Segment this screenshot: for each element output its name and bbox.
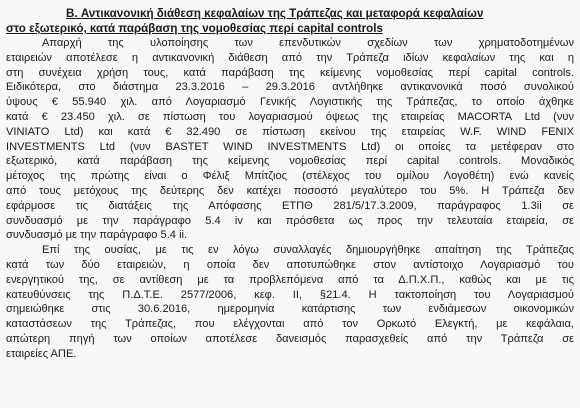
paragraph-1 bbox=[6, 36, 574, 243]
paragraph-line: κατά € 23.450 χιλ. σε πίστωση του λογαριασμού όψεως της εταιρείας MACORTA Ltd (νυν bbox=[6, 110, 574, 123]
paragraph-line: ύψους € 55.940 χιλ. από Λογαριασμό Γενικής Λογιστικής της Τράπεζας, το οποίο άχθηκε bbox=[6, 96, 574, 109]
section-heading-line-2: στο εξωτερικό, κατά παράβαση της νομοθεσίας περί capital controls bbox=[6, 22, 383, 35]
paragraph-line: ενεργητικού της, σε αντίθεση με τα προβλεπόμενα από τα Δ.Π.Χ.Π., καθώς και με τις bbox=[6, 273, 574, 286]
paragraph-line: εξωτερικό, κατά παράβαση της κείμενης νομοθεσίας περί capital controls. Μοναδικός bbox=[6, 155, 574, 168]
paragraph-line: Απαρχή της υλοποίησης των επενδυτικών σχεδίων των χρηματοδοτημένων bbox=[42, 37, 574, 49]
paragraph-line: εφάρμοσε τις διατάξεις της Απόφασης ΕΤΠΘ 281/5/17.3.2009, παράγραφος 1.3ii σε bbox=[6, 199, 574, 212]
paragraph-line: εταιρείες ΑΠΕ. bbox=[6, 347, 77, 360]
paragraph-line: στη συνέχεια χρήση τους, κατά παράβαση της κείμενης νομοθεσίας περί capital controls. bbox=[6, 66, 574, 79]
paragraph-line: συνδυασμό με την παράγραφο 5.4 ii. bbox=[6, 229, 188, 242]
paragraph-line: VINIATO Ltd) και κατά € 32.490 σε πίστωση εκείνου της εταιρείας W.F. WIND FENIX bbox=[6, 125, 574, 138]
section-heading bbox=[6, 6, 574, 36]
paragraph-line: Ειδικότερα, στο διάστημα 23.3.2016 – 29.3.2016 αντλήθηκε αντικανονικά ποσό συνολικού bbox=[6, 81, 574, 94]
bottom-fade bbox=[0, 394, 580, 408]
paragraph-line: κατευθύνσεις της Π.Δ.Τ.Ε. 2577/2006, κεφ. ΙΙ, §21.4. Η τακτοποίηση του Λογαριασμού bbox=[6, 288, 574, 301]
paragraph-line: INVESTMENTS Ltd (νυν BASTET WIND INVESTMENTS Ltd) οι οποίες τα μετέφεραν στο bbox=[6, 140, 574, 153]
paragraph-2 bbox=[6, 243, 574, 361]
paragraph-line: εταιρειών αποτέλεσε η αντικανονική διάθεση από την Τράπεζα ιδίων κεφαλαίων της και η bbox=[6, 51, 574, 64]
paragraph-line: κατά των δύο εταιρειών, η οποία δεν αποτυπώθηκε στον αντίστοιχο Λογαριασμό του bbox=[6, 258, 574, 271]
paragraph-line: απώτερη πηγή των οποίων αποτέλεσε δανεισμός παρασχεθείς από την Τράπεζα σε bbox=[6, 332, 574, 345]
paragraph-line: από τους μετόχους της δεύτερης δεν κατέχει ποσοστό μεγαλύτερο του 5%. Η Τράπεζα δεν bbox=[6, 184, 574, 197]
paragraph-line: Επί της ουσίας, με τις εν λόγω συναλλαγές δημιουργήθηκε απαίτηση της Τράπεζας bbox=[42, 244, 574, 257]
paragraph-line: συνδυασμό με την παράγραφο 5.4 iv και πρόσθετα ως προς την τελευταία εταιρεία, σε bbox=[6, 214, 574, 227]
section-heading-line-1: B. Αντικανονική διάθεση κεφαλαίων της Τράπεζας και μεταφορά κεφαλαίων bbox=[66, 7, 484, 20]
paragraph-line: καταστάσεων της Τράπεζας, που ελέγχονται από τον Ορκωτό Ελεγκτή, με κεφάλαια, bbox=[6, 318, 574, 331]
paragraph-line: σημειώθηκε στις 30.6.2016, ημερομηνία κατάρτισης των ενδιάμεσων οικονομικών bbox=[6, 303, 574, 316]
paragraph-line: μέτοχος της πρώτης είναι ο Φέλιξ Μπίτζιος (στέλεχος του ομίλου Λογοθέτη) ενώ κανείς bbox=[6, 170, 574, 183]
